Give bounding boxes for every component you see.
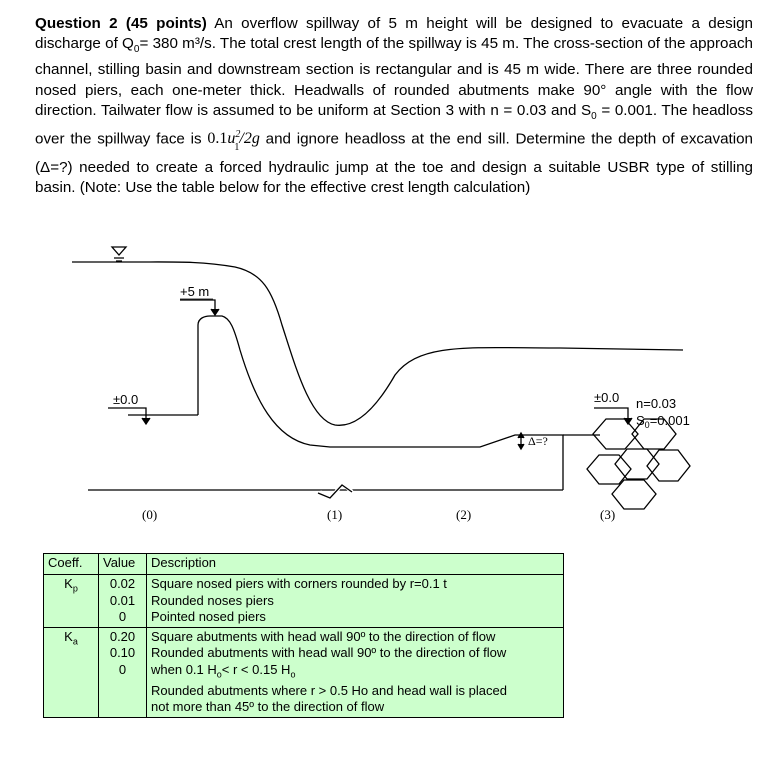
question-text-part1: An overflow spillway of 5 m height will be designed to evacuate a design discharge of Q (35, 15, 754, 53)
section-label-1: (1) (327, 507, 343, 522)
section-label-2: (2) (456, 507, 472, 522)
datum-left-line (108, 408, 146, 424)
header-description: Description (147, 554, 564, 575)
question-text-part4: and ignore headloss at the end sill. Determine the depth of excavation (Δ=?) needed to create a forced hydraulic jump at the toe and design a suitable USBR type of stilling basin. (Note: Use the table below for the effective crest length calculation) (35, 130, 753, 196)
desc-ka: Square abutments with head wall 90º to the direction of flow Rounded abutments with head wall 90º to the direction of flow when 0.1 $H_o< r < 0.15$ $H_o$ Rounded abutments where r > 0.5 Ho and head wall is placed not more than 45º to the direction of flow (147, 627, 564, 717)
datum-left-arrow (142, 418, 150, 424)
water-surface-upstream (72, 262, 683, 425)
table-row-ka (44, 627, 564, 717)
header-value: Value (99, 554, 147, 575)
datum-left-label: ±0.0 (113, 392, 139, 407)
spillway-profile (198, 316, 563, 490)
coefficient-table (43, 553, 564, 718)
table-row-kp (44, 575, 564, 628)
delta-label: Δ=? (528, 434, 548, 448)
question-label: Question 2 (45 points) (35, 15, 207, 32)
values-ka: 0.20 0.10 0 (99, 627, 147, 717)
crest-arrow-head (211, 309, 219, 315)
section-label-3: (3) (600, 507, 616, 522)
values-kp: 0.02 0.01 0 (99, 575, 147, 628)
headloss-formula: $0.1u^2_1/2g$ (207, 129, 260, 153)
section-label-0: (0) (142, 507, 158, 522)
slope-label: $S_0=0.001$ (636, 413, 690, 430)
slope-subscript: 0 (591, 110, 597, 122)
coeff-ka: $K_a$ (44, 627, 99, 717)
question-text-part3: = 0.001. The headloss over the spillway face is (35, 101, 753, 148)
datum-right-label: ±0.0 (594, 390, 620, 405)
manning-label: n=0.03 (636, 396, 677, 411)
crest-marker-line (180, 300, 215, 314)
datum-right-line (594, 408, 628, 424)
header-coeff: Coeff. (44, 554, 99, 575)
water-level-symbol (112, 247, 126, 261)
question-text-part2: = 380 m³/s. The total crest length of the spillway is 45 m. The cross-section of the approach channel, stilling basin and downstream section is rectangular and is 45 m wide. There are three rounded nosed piers, each one-meter thick. Headwalls of rounded abutments make 90° angle with the flow direction. Tailwater flow is assumed to be uniform at Section 3 with n = 0.03 and S (35, 35, 753, 119)
q-subscript: 0 (133, 44, 140, 56)
riprap-hexagons (587, 419, 690, 509)
coeff-kp: $K_p$ (44, 575, 99, 628)
desc-kp: Square nosed piers with corners rounded by r=0.1 t Rounded noses piers Pointed nosed piers (147, 575, 564, 628)
crest-label: +5 m (180, 284, 210, 299)
table-header-row (44, 554, 564, 575)
